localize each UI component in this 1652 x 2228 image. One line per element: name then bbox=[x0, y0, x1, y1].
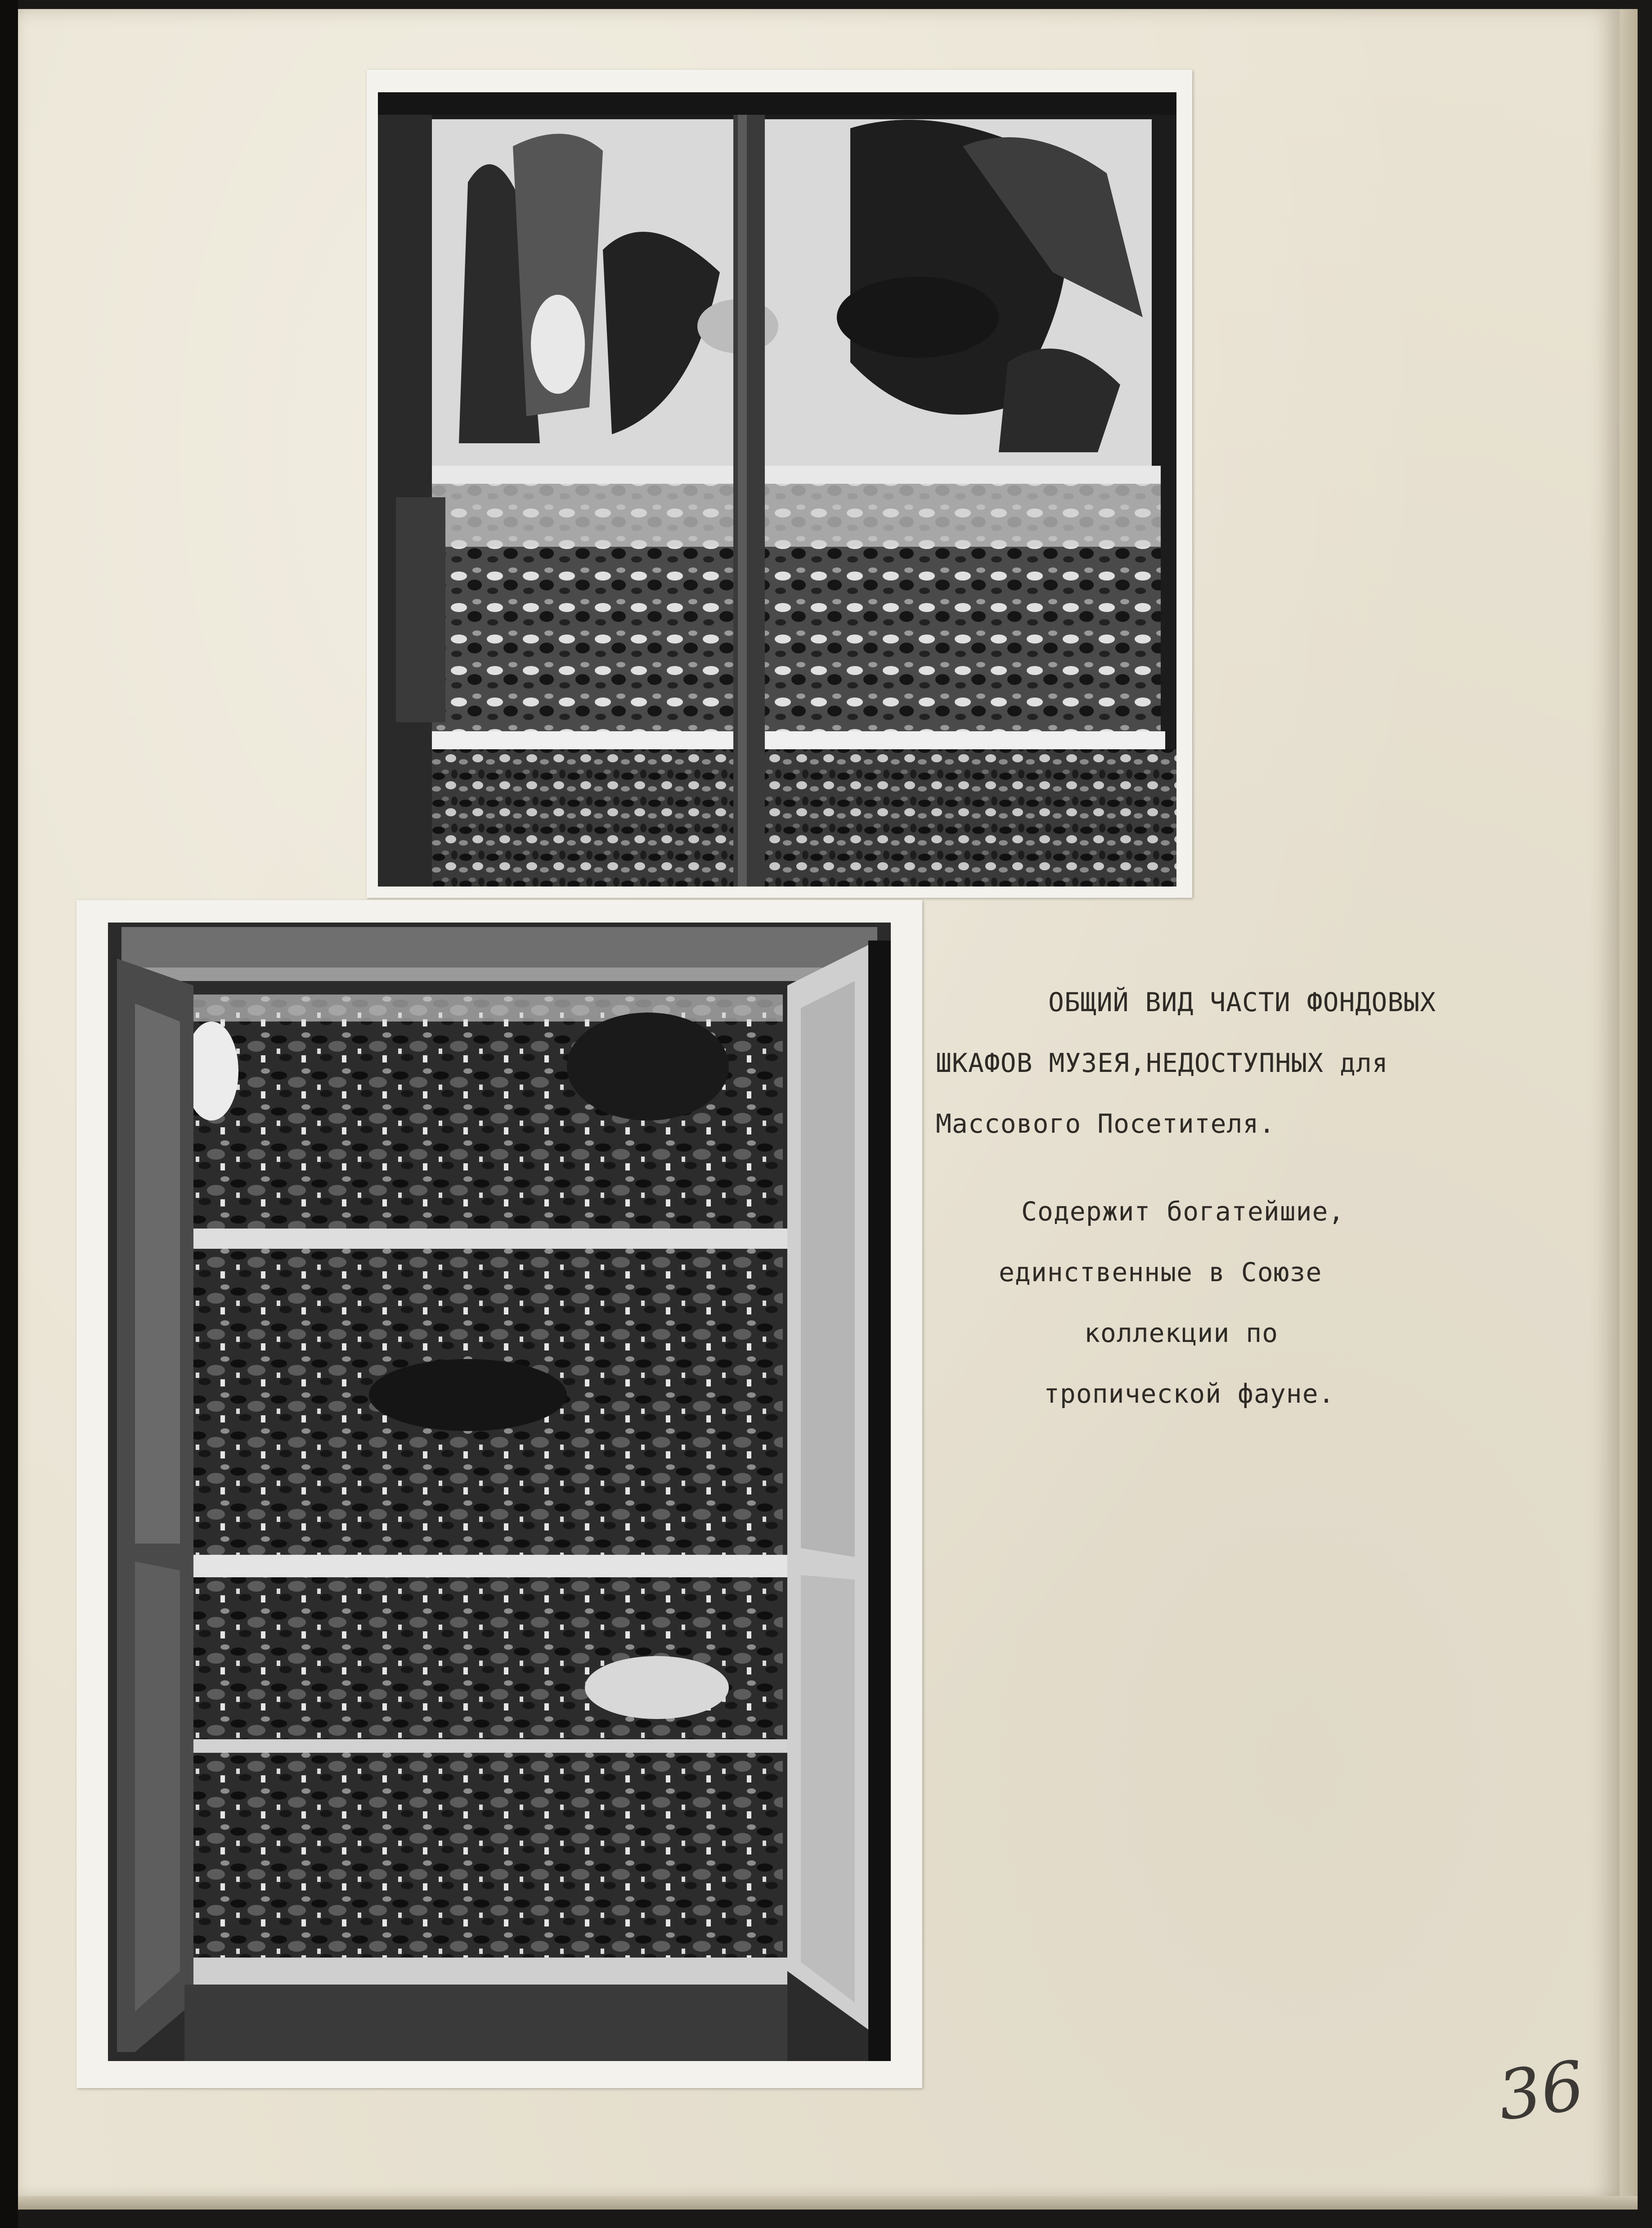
caption-body-line: тропической фауне. bbox=[1044, 1378, 1335, 1409]
page-bottom-edge bbox=[18, 2196, 1638, 2210]
photo-bottom-image bbox=[108, 923, 891, 2061]
scan-left-border bbox=[0, 0, 18, 2228]
caption-heading-line: ОБЩИЙ ВИД ЧАСТИ ФОНДОВЫХ bbox=[1048, 987, 1437, 1017]
caption-gap bbox=[936, 1154, 1557, 1181]
photo-top-frame bbox=[367, 70, 1192, 898]
photo-top-image bbox=[378, 92, 1176, 887]
caption-body-line: коллекции по bbox=[1084, 1318, 1279, 1348]
photo-bottom-frame bbox=[76, 900, 922, 2088]
caption-heading-line: ШКАФОВ МУЗЕЯ,НЕДОСТУПНЫХ для bbox=[936, 1048, 1388, 1078]
page-number: 36 bbox=[1493, 2046, 1589, 2136]
caption-body-line: Содержит богатейшие, bbox=[1021, 1196, 1345, 1227]
page-right-edge bbox=[1620, 9, 1638, 2205]
photo-top-cabinet bbox=[378, 92, 1176, 887]
caption-heading-line: Массового Посетителя. bbox=[936, 1108, 1275, 1139]
typed-caption bbox=[936, 972, 1557, 1424]
photo-bottom-cabinet bbox=[108, 923, 891, 2061]
caption-body-line: единственные в Союзе bbox=[999, 1257, 1322, 1287]
